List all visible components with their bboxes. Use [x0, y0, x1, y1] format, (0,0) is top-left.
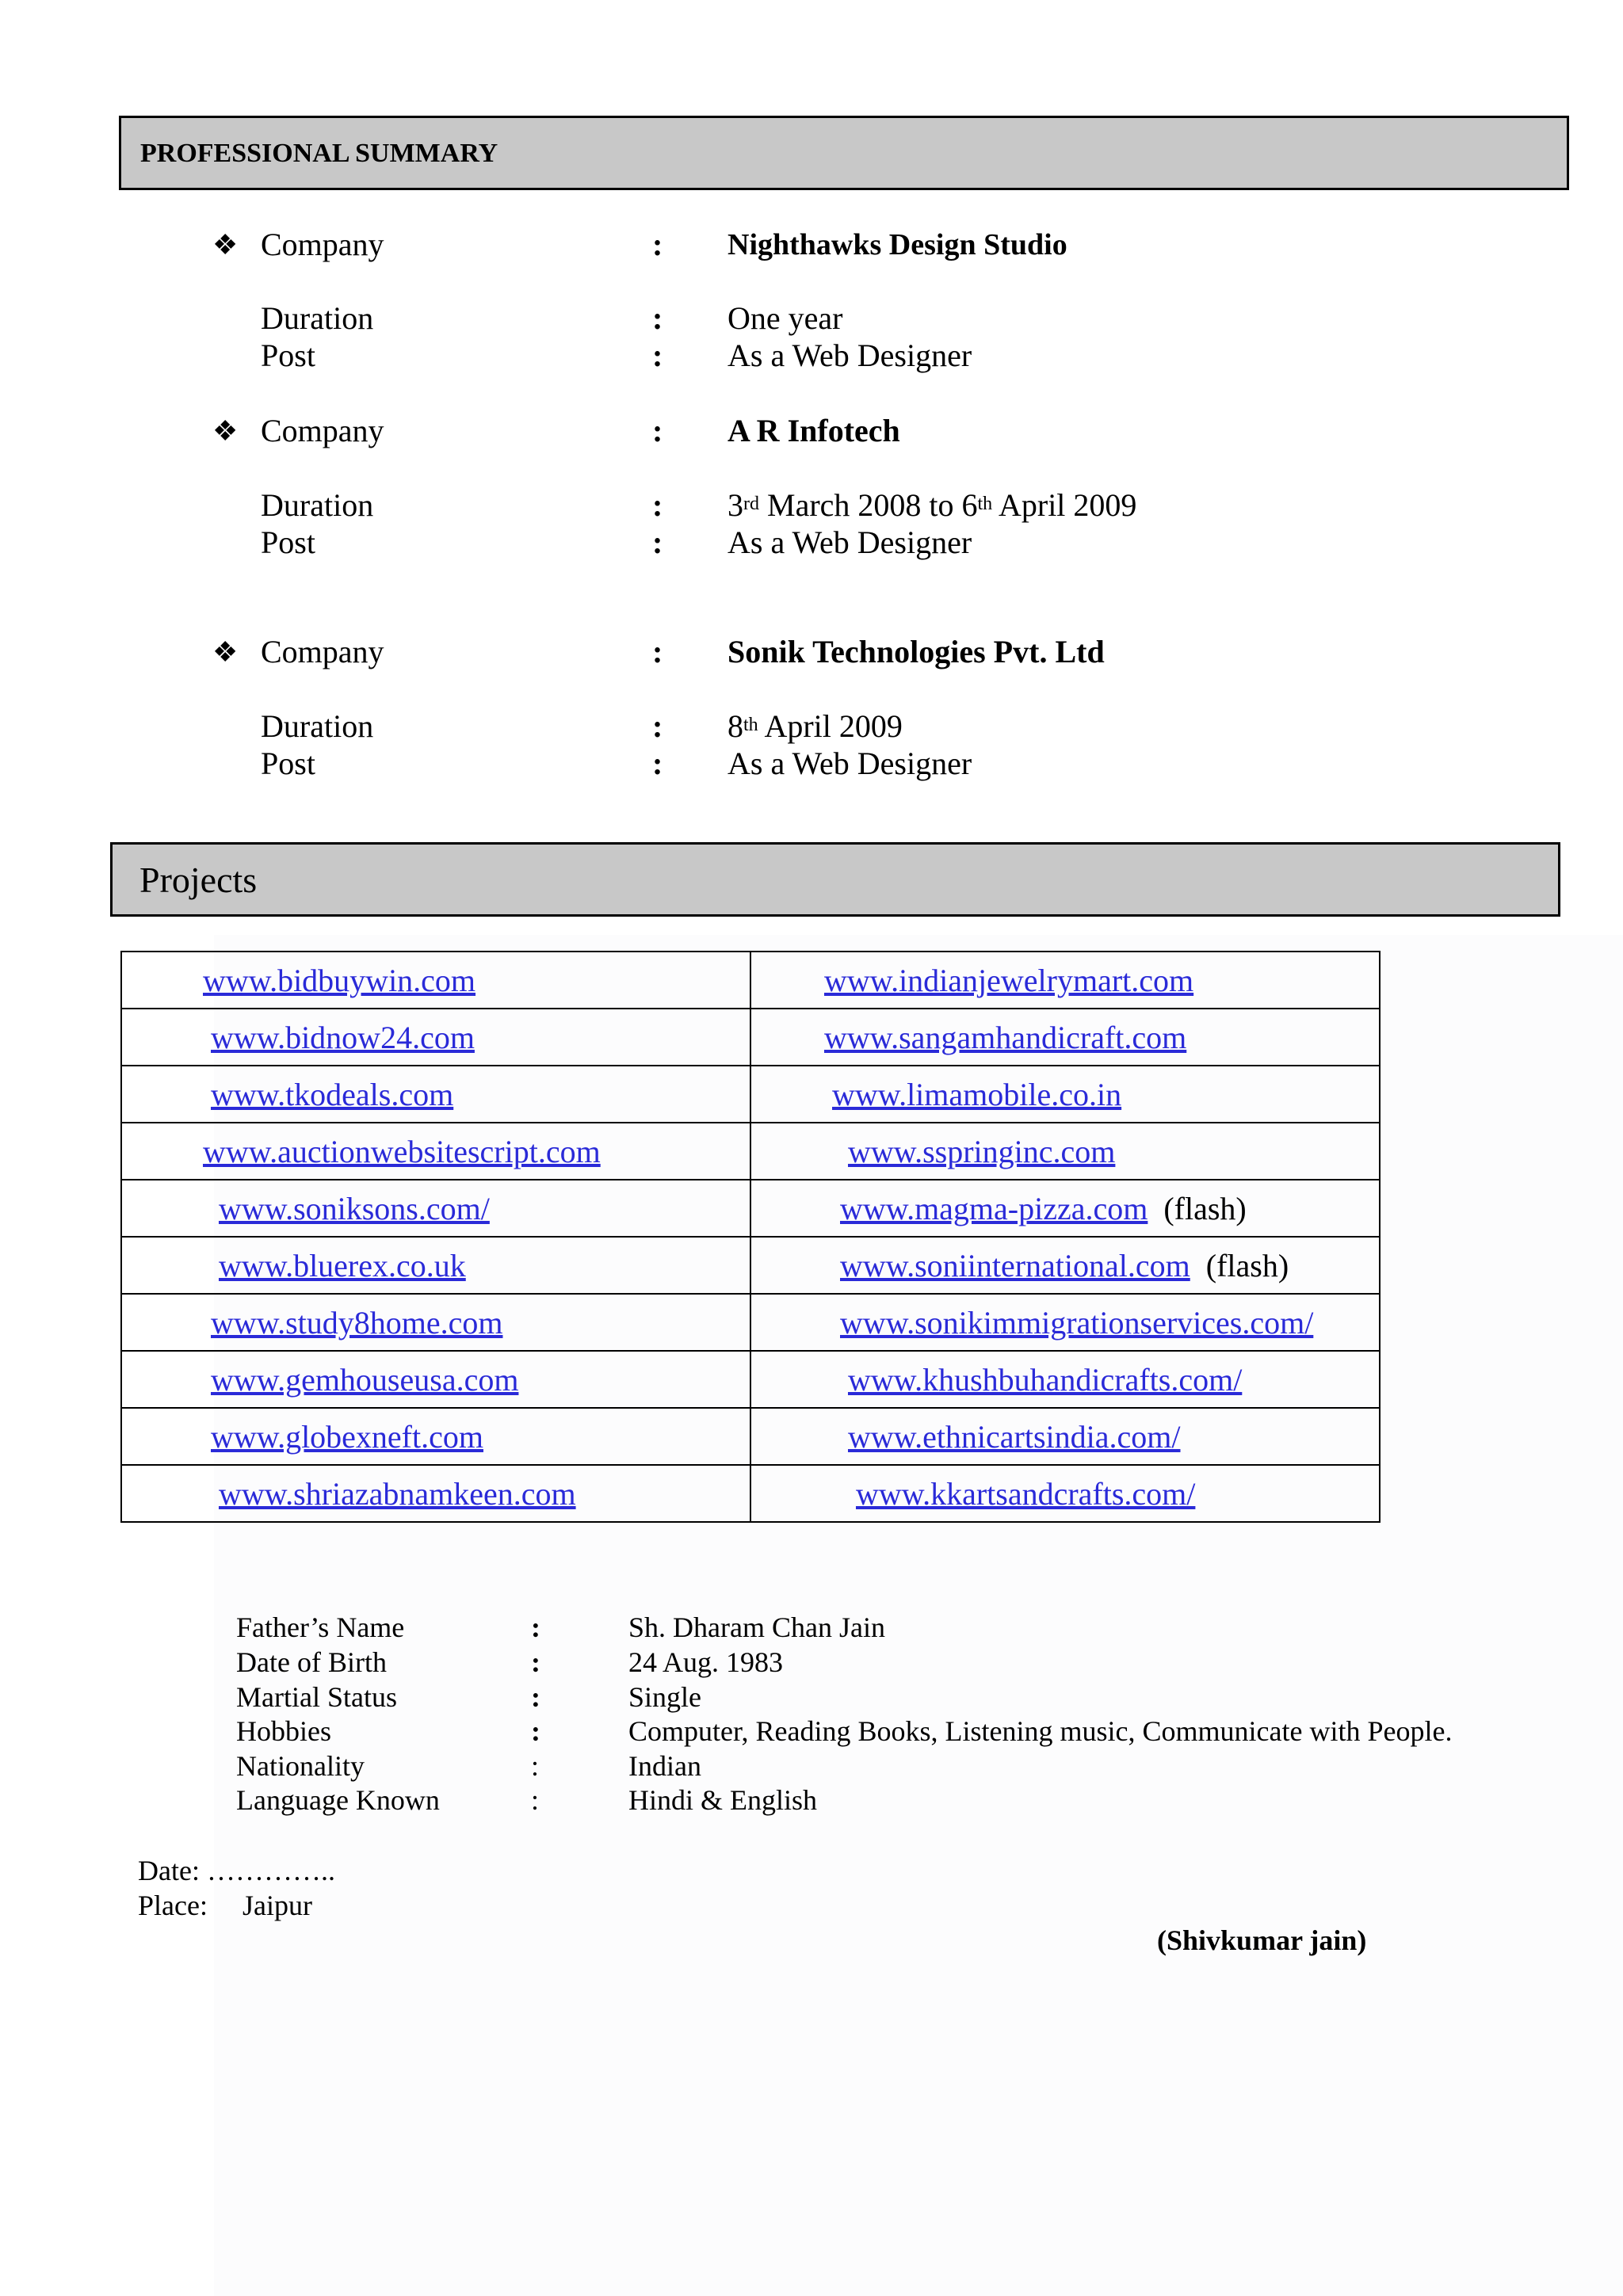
colon: : [652, 227, 663, 262]
project-row [121, 1009, 1380, 1066]
date-of-birth-label: Date of Birth [236, 1646, 387, 1678]
post-value: As a Web Designer [727, 524, 972, 560]
project-cell [121, 1066, 750, 1123]
duration-value: One year [727, 300, 843, 336]
project-row [121, 1351, 1380, 1408]
marital-status-value: Single [628, 1681, 702, 1713]
post-label: Post [261, 524, 315, 560]
place-value: Jaipur [242, 1890, 312, 1921]
project-cell [750, 1009, 1380, 1066]
project-link[interactable]: www.tkodeals.com [211, 1076, 454, 1112]
marital-status-label: Martial Status [236, 1681, 397, 1713]
project-cell [750, 1294, 1380, 1351]
nationality-value: Indian [628, 1750, 701, 1782]
language-known-label: Language Known [236, 1784, 440, 1816]
project-link[interactable]: www.sangamhandicraft.com [824, 1019, 1187, 1055]
hobbies-value: Computer, Reading Books, Listening music, Communicate with People. [628, 1715, 1453, 1747]
project-cell [750, 1180, 1380, 1237]
company-name: Sonik Technologies Pvt. Ltd [727, 634, 1105, 669]
colon: : [652, 746, 663, 781]
project-cell [750, 1066, 1380, 1123]
company-name: A R Infotech [727, 413, 900, 448]
date-line: Date: ………….. [138, 1855, 335, 1886]
project-link[interactable]: www.soniksons.com/ [219, 1190, 490, 1226]
project-row [121, 1237, 1380, 1294]
project-cell [750, 1237, 1380, 1294]
fathers-name-value: Sh. Dharam Chan Jain [628, 1611, 885, 1643]
professional-summary-title: PROFESSIONAL SUMMARY [140, 139, 498, 168]
colon: : [531, 1784, 540, 1816]
colon: : [531, 1681, 540, 1713]
project-link[interactable]: www.study8home.com [211, 1304, 503, 1341]
project-link[interactable]: www.soniinternational.com [840, 1247, 1190, 1283]
project-cell [750, 1465, 1380, 1522]
project-link[interactable]: www.bidnow24.com [211, 1019, 475, 1055]
post-label: Post [261, 746, 315, 781]
project-row [121, 1408, 1380, 1465]
project-link[interactable]: www.khushbuhandicrafts.com/ [848, 1361, 1243, 1398]
post-value: As a Web Designer [727, 338, 972, 373]
signature: (Shivkumar jain) [1157, 1924, 1367, 1956]
professional-summary-header [119, 116, 1569, 190]
project-link[interactable]: www.sspringinc.com [848, 1133, 1116, 1169]
duration-label: Duration [261, 300, 374, 336]
project-link[interactable]: www.sonikimmigrationservices.com/ [840, 1304, 1314, 1341]
projects-title: Projects [139, 860, 258, 900]
colon: : [652, 300, 663, 336]
project-row [121, 1123, 1380, 1180]
project-link[interactable]: www.globexneft.com [211, 1418, 483, 1455]
colon: : [652, 487, 663, 523]
flash-note: (flash) [1163, 1190, 1247, 1226]
project-row [121, 1180, 1380, 1237]
project-link[interactable]: www.auctionwebsitescript.com [203, 1133, 601, 1169]
colon: : [652, 413, 663, 448]
project-link[interactable]: www.indianjewelrymart.com [824, 962, 1194, 998]
project-cell [121, 1180, 750, 1237]
project-cell [121, 1351, 750, 1408]
duration-value: 3rd March 2008 to 6th April 2009 [727, 487, 1137, 523]
project-cell [750, 1123, 1380, 1180]
fathers-name-label: Father’s Name [236, 1611, 405, 1643]
company-label: Company [261, 634, 384, 669]
language-known-value: Hindi & English [628, 1784, 818, 1816]
project-cell [121, 1465, 750, 1522]
project-cell [750, 952, 1380, 1009]
date-of-birth-value: 24 Aug. 1983 [628, 1646, 784, 1678]
project-cell [121, 1408, 750, 1465]
colon: : [652, 338, 663, 373]
project-cell [750, 1408, 1380, 1465]
colon: : [531, 1715, 540, 1747]
company-label: Company [261, 413, 384, 448]
project-row [121, 952, 1380, 1009]
project-link[interactable]: www.gemhouseusa.com [211, 1361, 519, 1398]
colon: : [652, 634, 663, 669]
project-link[interactable]: www.kkartsandcrafts.com/ [856, 1475, 1196, 1512]
project-cell [121, 952, 750, 1009]
project-link[interactable]: www.ethnicartsindia.com/ [848, 1418, 1181, 1455]
project-row [121, 1066, 1380, 1123]
flash-note: (flash) [1205, 1247, 1289, 1283]
project-link[interactable]: www.limamobile.co.in [832, 1076, 1122, 1112]
project-link[interactable]: www.bluerex.co.uk [219, 1247, 466, 1283]
place-label: Place: [138, 1890, 208, 1921]
colon: : [652, 524, 663, 560]
colon: : [652, 708, 663, 744]
project-cell [121, 1009, 750, 1066]
project-row [121, 1465, 1380, 1522]
project-link[interactable]: www.bidbuywin.com [203, 962, 476, 998]
post-label: Post [261, 338, 315, 373]
post-value: As a Web Designer [727, 746, 972, 781]
project-row [121, 1294, 1380, 1351]
project-link[interactable]: www.shriazabnamkeen.com [219, 1475, 576, 1512]
duration-label: Duration [261, 487, 374, 523]
diamond-bullet-icon: ❖ [212, 229, 239, 261]
project-cell [121, 1237, 750, 1294]
duration-label: Duration [261, 708, 374, 744]
colon: : [531, 1646, 540, 1678]
project-cell [750, 1351, 1380, 1408]
project-cell [121, 1294, 750, 1351]
project-cell [121, 1123, 750, 1180]
colon: : [531, 1750, 540, 1782]
nationality-label: Nationality [236, 1750, 365, 1782]
projects-table [120, 951, 1381, 1523]
projects-header [110, 842, 1560, 917]
project-link[interactable]: www.magma-pizza.com [840, 1190, 1148, 1226]
diamond-bullet-icon: ❖ [212, 415, 239, 447]
company-name: Nighthawks Design Studio [727, 228, 1067, 261]
diamond-bullet-icon: ❖ [212, 636, 239, 668]
colon: : [531, 1611, 540, 1643]
hobbies-label: Hobbies [236, 1715, 331, 1747]
company-label: Company [261, 227, 384, 262]
duration-value: 8th April 2009 [727, 708, 903, 744]
